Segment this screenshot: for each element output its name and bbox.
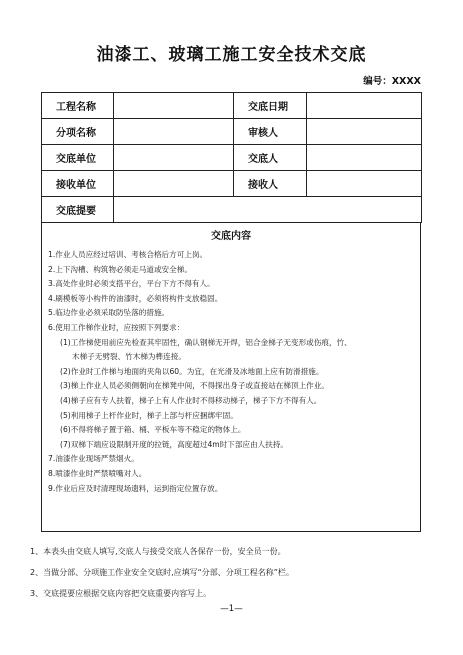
form-row-project	[42, 93, 422, 119]
document-title: 油漆工、玻璃工施工安全技术交底	[96, 45, 367, 65]
form-row-discloser	[42, 145, 422, 171]
list-item: 5.临边作业必须采取防坠落的措施。	[48, 308, 170, 318]
list-item: 6.使用工作梯作业时，应按照下列要求：	[48, 322, 185, 332]
list-item: (7)双梯下端应设限制开度的拉链，高度超过4m时下部应由人扶持。	[60, 439, 289, 449]
list-item: (5)利用梯子上杆作业时，梯子上部与杆应捆绑牢固。	[60, 410, 238, 420]
content-list	[48, 248, 420, 496]
note-item: 1、本表头由交底人填写,交底人与接受交底人各保存一份，安全员一份。	[30, 547, 286, 556]
form-row-receiver	[42, 171, 422, 197]
disclosure-form-table	[41, 92, 422, 223]
page-number: —1—	[220, 604, 243, 614]
sub-project-label: 分项名称	[42, 119, 114, 145]
discloser-unit-label: 交底单位	[42, 145, 114, 171]
form-row-summary	[42, 197, 422, 223]
list-item: 木梯子无劈裂、竹木梯为榫连接。	[72, 352, 186, 362]
discloser-unit-field[interactable]	[114, 145, 234, 171]
list-item: 2.上下沟槽、构筑物必须走马道或安全梯。	[48, 264, 192, 274]
list-item: 9.作业后应及时清理现场遗料，运到指定位置存放。	[48, 483, 223, 493]
note-item: 2、当做分部、分项施工作业安全交底时,应填写“分部、分项工程名称”栏。	[30, 568, 294, 577]
receiver-label: 接收人	[234, 171, 307, 197]
receiver-unit-field[interactable]	[114, 171, 234, 197]
disclosure-date-field[interactable]	[307, 93, 422, 119]
discloser-label: 交底人	[234, 145, 307, 171]
list-item: (1)工作梯使用前应先检查其牢固性，确认钢梯无开焊，铝合金梯子无变形或伤痕，竹、	[60, 337, 352, 347]
form-row-subproject	[42, 119, 422, 145]
project-name-field[interactable]	[114, 93, 234, 119]
list-item: 1.作业人员应经过培训、考核合格后方可上岗。	[48, 250, 208, 259]
list-item: (3)梯上作业人员必须侧朝向在梯凳中间，不得探出身子或直接站在梯顶上作业。	[60, 381, 329, 391]
reviewer-label: 审核人	[234, 119, 307, 145]
document-number: 编号：XXXX	[363, 76, 421, 87]
list-item: 7.油漆作业现场严禁烟火。	[48, 454, 139, 464]
receiver-field[interactable]	[307, 171, 422, 197]
summary-field[interactable]	[114, 197, 422, 223]
disclosure-date-label: 交底日期	[234, 93, 307, 119]
note-item: 3、交底提要应根据交底内容把交底重要内容写上。	[30, 589, 212, 598]
content-heading: 交底内容	[211, 231, 251, 242]
sub-project-field[interactable]	[114, 119, 234, 145]
project-name-label: 工程名称	[42, 93, 114, 119]
list-item: (4)梯子应有专人扶着，梯子上有人作业时不得移动梯子，梯子下方不得有人。	[60, 395, 322, 405]
list-item: 8.喷漆作业时严禁喷嘴对人。	[48, 468, 147, 478]
notes-section	[30, 541, 440, 604]
list-item: 4.刷模板等小构件的油漆时，必须将构件支放稳固。	[48, 293, 223, 303]
receiver-unit-label: 接收单位	[42, 171, 114, 197]
discloser-field[interactable]	[307, 145, 422, 171]
summary-label: 交底提要	[42, 197, 114, 223]
list-item: (6)不得将梯子置于箱、桶、平板车等不稳定的物体上。	[60, 425, 246, 435]
list-item: (2)作业时工作梯与地面的夹角以60。为宜，在光滑及冰地面上应有防滑措施。	[60, 366, 324, 376]
reviewer-field[interactable]	[307, 119, 422, 145]
list-item: 3.高处作业时必须支搭平台，平台下方不得有人。	[48, 279, 215, 289]
disclosure-content-section	[41, 222, 421, 532]
